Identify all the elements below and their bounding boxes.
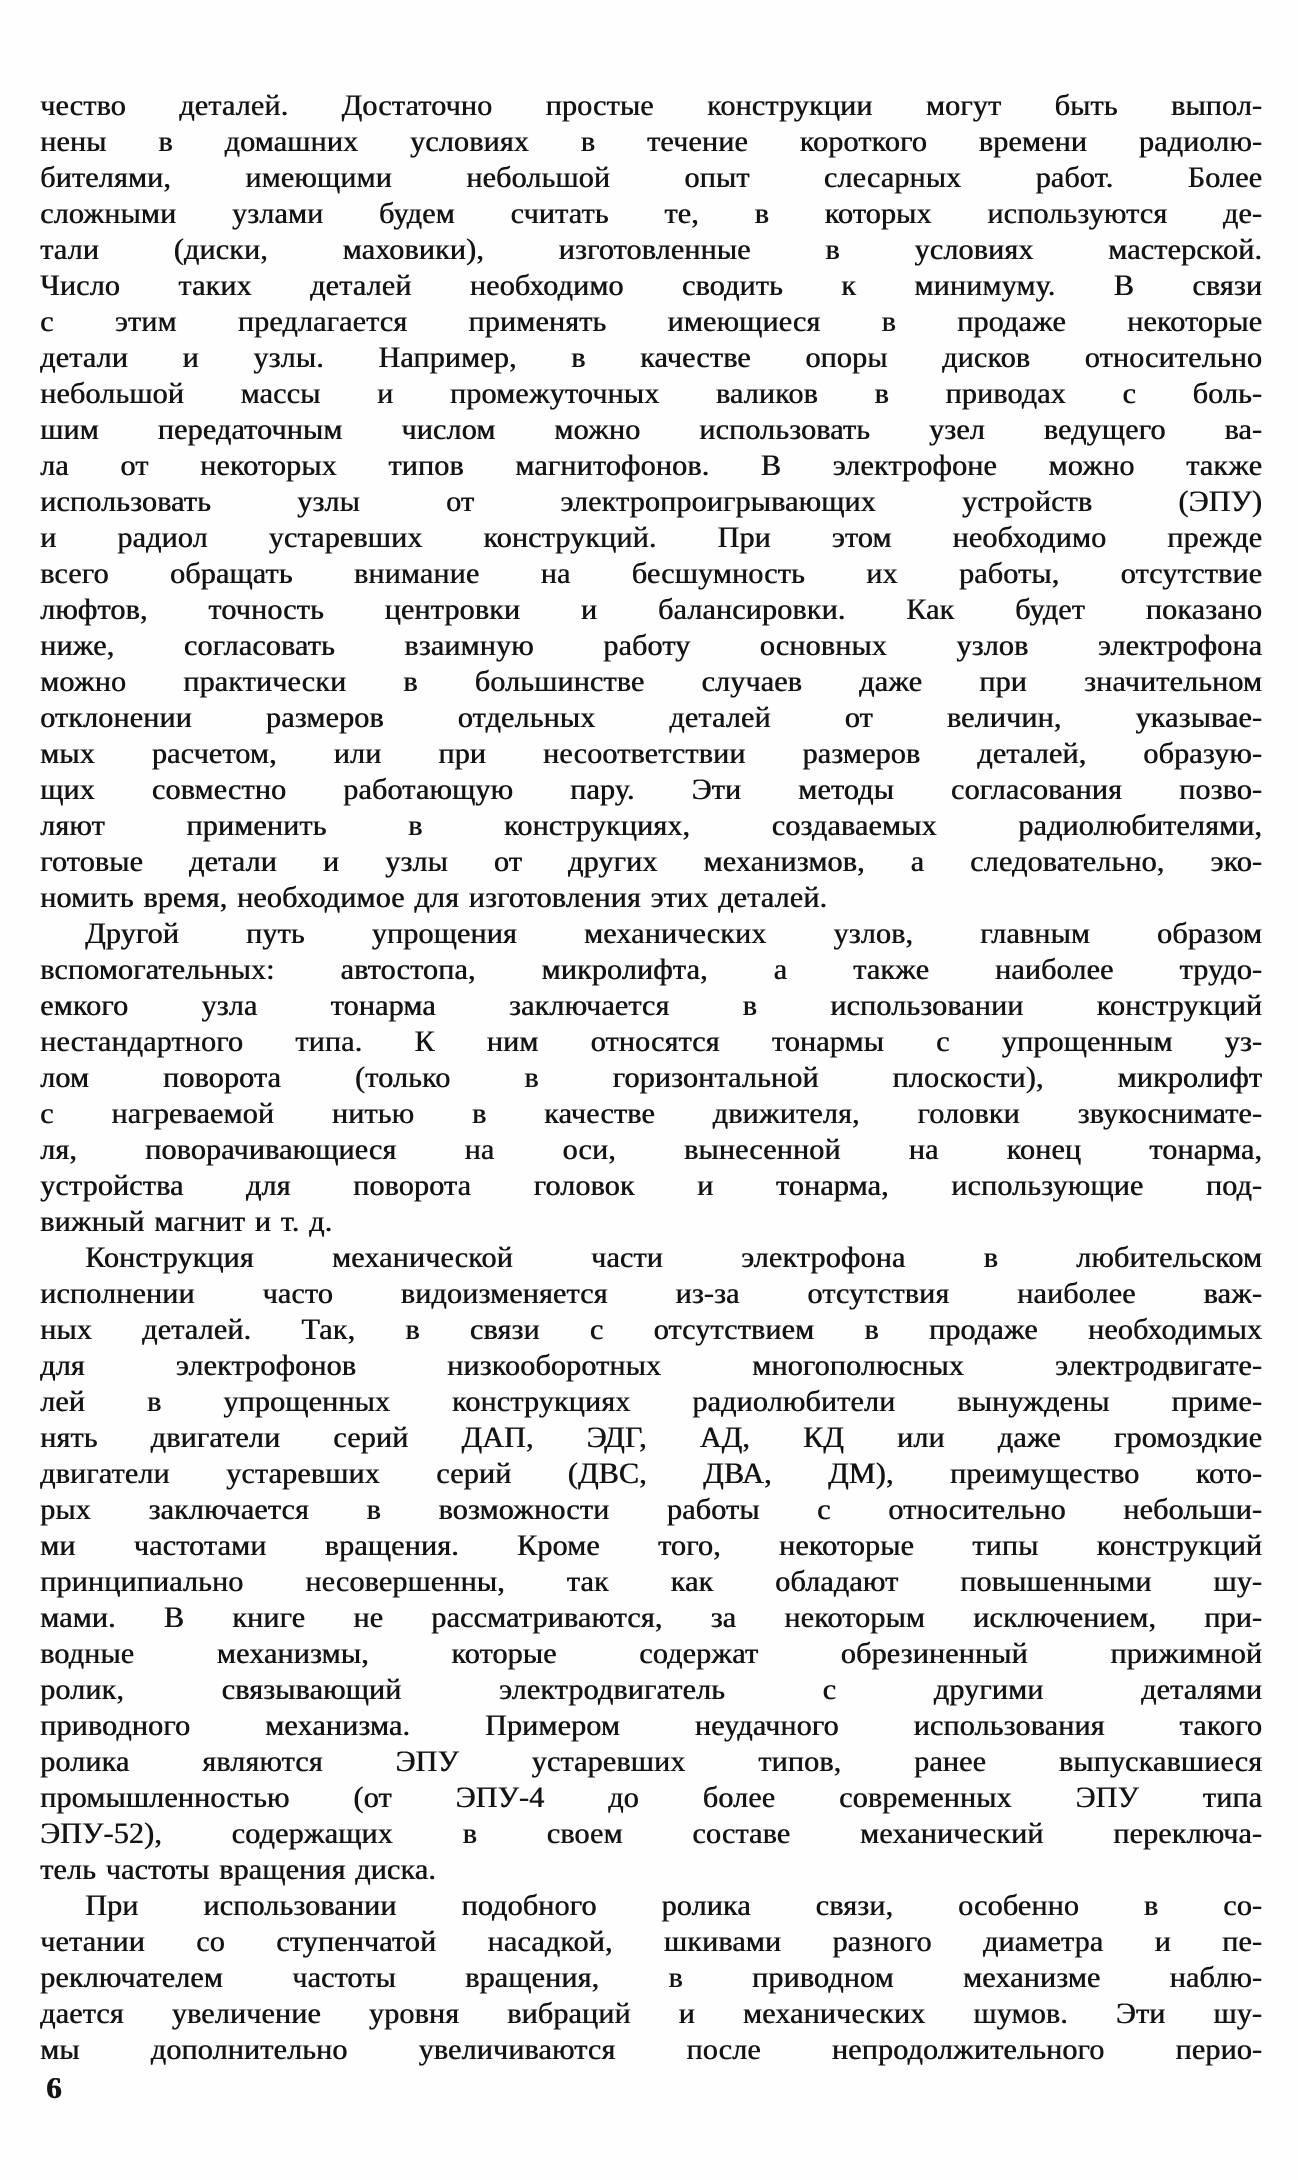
text-line: ляют применить в конструкциях, создаваемых радиолюбителями, (40, 809, 1262, 842)
text-line: нены в домашних условиях в течение короткого времени радиолю- (40, 125, 1262, 158)
text-line: мы дополнительно увеличиваются после непродолжительного перио- (40, 2033, 1262, 2066)
text-line: нестандартного типа. К ним относятся тонармы с упрощенным уз- (40, 1025, 1262, 1058)
text-line: и радиол устаревших конструкций. При этом необходимо прежде (40, 521, 1262, 554)
page-number: 6 (46, 2070, 62, 2105)
text-line: чество деталей. Достаточно простые конструкции могут быть выпол- (40, 89, 1262, 122)
text-line: приводного механизма. Примером неудачного использования такого (40, 1709, 1262, 1742)
text-line: использовать узлы от электропроигрывающих устройств (ЭПУ) (40, 485, 1262, 518)
text-line: с нагреваемой нитью в качестве движителя, головки звукоснимате- (40, 1097, 1262, 1130)
text-line: люфтов, точность центровки и балансировки. Как будет показано (40, 593, 1262, 626)
text-line: щих совместно работающую пару. Эти методы согласования позво- (40, 773, 1262, 806)
text-line: лом поворота (только в горизонтальной плоскости), микролифт (40, 1061, 1262, 1094)
text-line: ми частотами вращения. Кроме того, некоторые типы конструкций (40, 1529, 1262, 1562)
text-line: ла от некоторых типов магнитофонов. В электрофоне можно также (40, 449, 1262, 482)
text-line: бителями, имеющими небольшой опыт слесарных работ. Более (40, 161, 1262, 194)
text-line: вспомогательных: автостопа, микролифта, а также наиболее трудо- (40, 953, 1262, 986)
text-line: нять двигатели серий ДАП, ЭДГ, АД, КД или даже громоздкие (40, 1421, 1262, 1454)
text-line: отклонении размеров отдельных деталей от величин, указывае- (40, 701, 1262, 734)
text-line: для электрофонов низкооборотных многополюсных электродвигате- (40, 1349, 1262, 1382)
text-line: исполнении часто видоизменяется из-за отсутствия наиболее важ- (40, 1277, 1262, 1310)
text-line: мых расчетом, или при несоответствии размеров деталей, образую- (40, 737, 1262, 770)
text-line: тель частоты вращения диска. (40, 1853, 436, 1886)
text-line: ля, поворачивающиеся на оси, вынесенной на конец тонарма, (40, 1133, 1262, 1166)
text-line: всего обращать внимание на бесшумность их работы, отсутствие (40, 557, 1262, 590)
text-line: промышленностью (от ЭПУ-4 до более современных ЭПУ типа (40, 1781, 1262, 1814)
text-line: четании со ступенчатой насадкой, шкивами разного диаметра и пе- (40, 1925, 1262, 1958)
text-line: Конструкция механической части электрофона в любительском (85, 1241, 1262, 1274)
text-line: принципиально несовершенны, так как обладают повышенными шу- (40, 1565, 1262, 1598)
text-line: тали (диски, маховики), изготовленные в условиях мастерской. (40, 233, 1262, 266)
text-line: При использовании подобного ролика связи, особенно в со- (85, 1889, 1262, 1922)
text-line: номить время, необходимое для изготовления этих деталей. (40, 881, 828, 914)
text-line: Число таких деталей необходимо сводить к минимуму. В связи (40, 269, 1262, 302)
text-line: дается увеличение уровня вибраций и механических шумов. Эти шу- (40, 1997, 1262, 2030)
text-line: сложными узлами будем считать те, в которых используются де- (40, 197, 1262, 230)
text-line: водные механизмы, которые содержат обрезиненный прижимной (40, 1637, 1262, 1670)
text-line: рых заключается в возможности работы с относительно небольши- (40, 1493, 1262, 1526)
text-line: ролика являются ЭПУ устаревших типов, ранее выпускавшиеся (40, 1745, 1262, 1778)
text-line: детали и узлы. Например, в качестве опоры дисков относительно (40, 341, 1262, 374)
text-line: с этим предлагается применять имеющиеся в продаже некоторые (40, 305, 1262, 338)
text-line: емкого узла тонарма заключается в использовании конструкций (40, 989, 1262, 1022)
text-line: готовые детали и узлы от других механизмов, а следовательно, эко- (40, 845, 1262, 878)
text-line: ЭПУ-52), содержащих в своем составе механический переключа- (40, 1817, 1262, 1850)
text-line: реключателем частоты вращения, в приводном механизме наблю- (40, 1961, 1262, 1994)
text-line: небольшой массы и промежуточных валиков в приводах с боль- (40, 377, 1262, 410)
text-line: лей в упрощенных конструкциях радиолюбители вынуждены приме- (40, 1385, 1262, 1418)
text-block (40, 88, 1262, 2068)
text-line: ных деталей. Так, в связи с отсутствием в продаже необходимых (40, 1313, 1262, 1346)
text-line: ниже, согласовать взаимную работу основных узлов электрофона (40, 629, 1262, 662)
text-line: шим передаточным числом можно использовать узел ведущего ва- (40, 413, 1262, 446)
text-line: двигатели устаревших серий (ДВС, ДВА, ДМ), преимущество кото- (40, 1457, 1262, 1490)
text-line: мами. В книге не рассматриваются, за некоторым исключением, при- (40, 1601, 1262, 1634)
text-line: вижный магнит и т. д. (40, 1205, 333, 1238)
text-line: можно практически в большинстве случаев даже при значительном (40, 665, 1262, 698)
text-line: устройства для поворота головок и тонарма, использующие под- (40, 1169, 1262, 1202)
text-line: ролик, связывающий электродвигатель с другими деталями (40, 1673, 1262, 1706)
text-line: Другой путь упрощения механических узлов, главным образом (85, 917, 1262, 950)
